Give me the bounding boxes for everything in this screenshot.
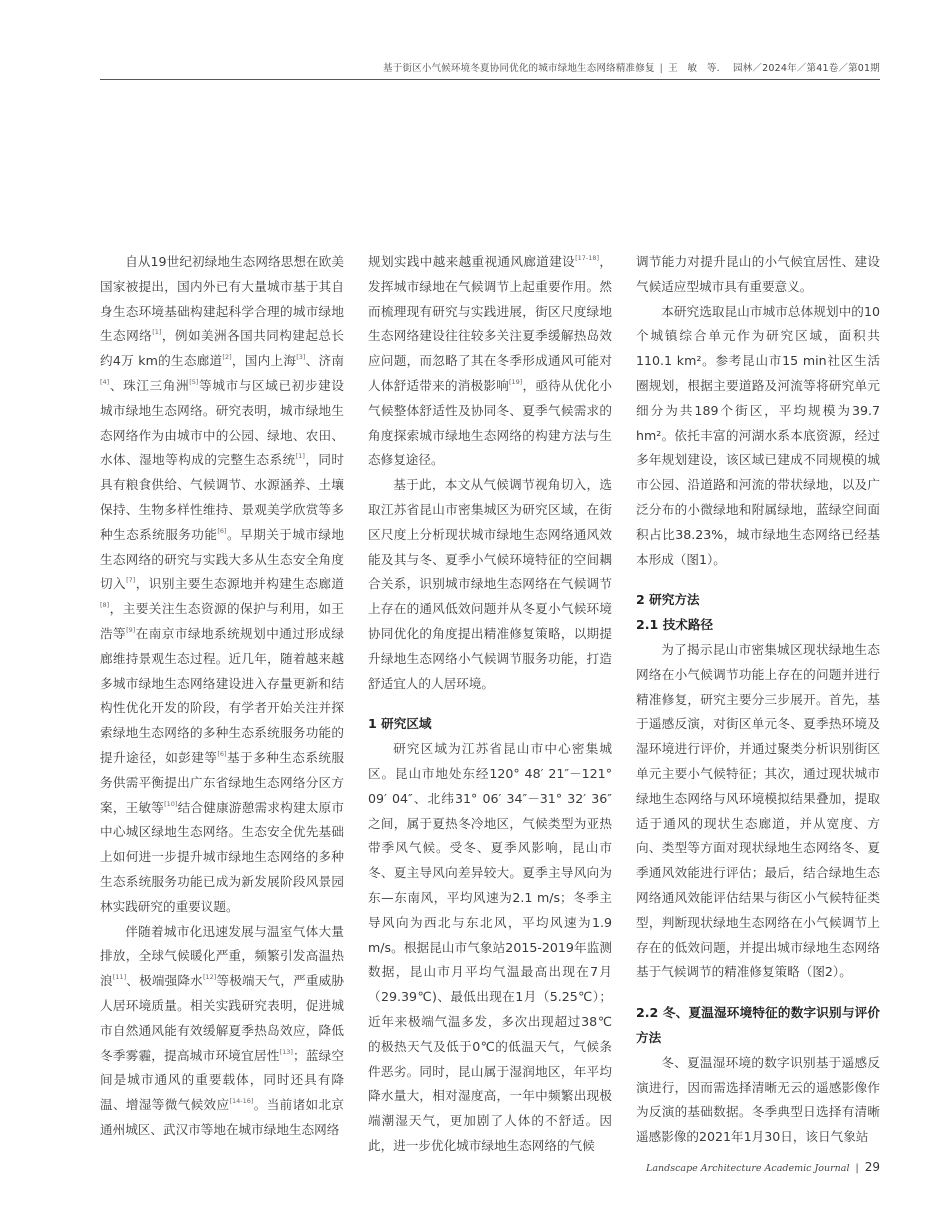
citation[interactable]: [14-16] (229, 1097, 254, 1106)
paragraph: 自从19世纪初绿地生态网络思想在欧美国家被提出，国内外已有大量城市基于其自身生态环境基础构建起科学合理的城市绿地生态网络[1]，例如美洲各国共同构建起总长约4万 km的生态廊道[2]，国内上海[3]、济南[4]、珠江三角洲[5]等城市与区域已初步建设城市绿地生态网络。研究表明，城市绿地生态网络作为由城市中的公园、绿地、农田、水体、湿地等构成的完整生态系统[1]，同时具有粮食供给、气候调节、水源涵养、土壤保持、生物多样性维持、景观美学欣赏等多种生态系统服务功能[6]。早期关于城市绿地生态网络的研究与实践大多从生态安全角度切入[7]，识别主要生态源地并构建生态廊道[8]，主要关注生态资源的保护与利用，如王浩等[9]在南京市绿地系统规划中通过形成绿廊维持景观生态过程。近几年，随着越来越多城市绿地生态网络建设进入存量更新和结构性优化开发的阶段，有学者开始关注并探索绿地生态网络的多种生态系统服务功能的提升途径，如彭建等[6]基于多种生态系统服务供需平衡提出广东省绿地生态网络分区方案，王敏等[10]结合健康游憩需求构建太原市中心城区绿地生态网络。生态安全优先基础上如何进一步提升城市绿地生态网络的多种生态系统服务功能已成为新发展阶段风景园林实践研究的重要议题。 (100, 254, 345, 914)
citation[interactable]: [1] (295, 452, 305, 461)
citation[interactable]: [3] (296, 353, 306, 362)
paragraph: 冬、夏温湿环境的数字识别基于遥感反演进行，因而需选择清晰无云的遥感影像作为反演的基础数据。冬季典型日选择有清晰遥感影像的2021年1月30日，该日气象站 (636, 1054, 880, 1145)
text-column-1 (100, 250, 344, 1143)
citation[interactable]: [11] (112, 973, 127, 982)
subsection-heading: 2.2 冬、夏温湿环境特征的数字识别与评价方法 (636, 1005, 880, 1045)
section-heading: 1 研究区域 (368, 716, 432, 732)
footer-journal-name: Landscape Architecture Academic Journal (646, 1163, 850, 1174)
paragraph: 研究区域为江苏省昆山市中心密集城区。昆山市地处东经120° 48′ 21″－121° 09′ 04″、北纬31° 06′ 34″－31° 32′ 36″之间，属于夏热冬冷地区，气候类型为亚热带季风气候。受冬、夏季风影响，昆山市冬、夏主导风向差异较大。夏季主导风向为东—东南风，平均风速为2.1 m/s；冬季主导风向为西北与东北风，平均风速为1.9 m/s。根据昆山市气象站2015-2019年监测数据，昆山市月平均气温最高出现在7月（29.39℃)、最低出现在1月（5.25℃）；近年来极端气温多发，多次出现超过38℃的极热天气及低于0℃的低温天气，气候条件恶劣。同时，昆山属于湿润地区，年平均降水量大，相对湿度高，一年中频繁出现极端潮湿天气，更加剧了人体的不舒适。因此，进一步优化城市绿地生态网络的气候 (368, 741, 612, 1153)
citation[interactable]: [19] (508, 377, 523, 386)
page-footer: Landscape Architecture Academic Journal | 29 (646, 1160, 880, 1174)
subsection-heading: 2.1 技术路径 (636, 617, 714, 633)
header-journal-info: 园林／2024年／第41卷／第01期 (733, 63, 880, 74)
running-header: 基于街区小气候环境冬夏协同优化的城市绿地生态网络精准修复 | 王 敏 等. 园林／2024年／第41卷／第01期 (100, 60, 880, 80)
text-column-3 (636, 250, 880, 1150)
citation[interactable]: [9] (126, 625, 136, 634)
citation[interactable]: [1] (152, 328, 162, 337)
paragraph: 调节能力对提升昆山的小气候宜居性、建设气候适应型城市具有重要意义。 (636, 254, 880, 294)
citation[interactable]: [6] (217, 526, 227, 535)
header-authors: 王 敏 等. (668, 63, 720, 74)
text-column-2 (368, 250, 612, 1159)
citation[interactable]: [2] (222, 353, 232, 362)
citation[interactable]: [8] (100, 601, 110, 610)
citation[interactable]: [4] (100, 377, 110, 386)
paragraph: 基于此，本文从气候调节视角切入，选取江苏省昆山市密集城区为研究区域，在街区尺度上分析现状城市绿地生态网络通风效能及其与冬、夏季小气候环境特征的空间耦合关系，识别城市绿地生态网络在气候调节上存在的通风低效问题并从冬夏小气候环境协同优化的角度提出精准修复策略，以期提升绿地生态网络小气候调节服务功能，打造舒适宜人的人居环境。 (368, 477, 612, 691)
paragraph: 本研究选取昆山市城市总体规划中的10个城镇综合单元作为研究区域，面积共110.1 km²。参考昆山市15 min社区生活圈规划，根据主要道路及河流等将研究单元细分为共189个街区，平均规模为39.7 hm²。依托丰富的河湖水系本底资源，经过多年规划建设，该区域已建成不同规模的城市公园、沿道路和河流的带状绿地，以及广泛分布的小微绿地和附属绿地，蓝绿空间面积占比38.23%，城市绿地生态网络已经基本形成（图1）。 (636, 303, 880, 567)
citation[interactable]: [13] (279, 1047, 293, 1056)
paragraph: 规划实践中越来越重视通风廊道建设[17-18]，发挥城市绿地在气候调节上起重要作用。然而梳理现有研究与实践进展，街区尺度绿地生态网络建设往往较多关注夏季缓解热岛效应问题，而忽略了其在冬季形成通风可能对人体舒适带来的消极影响[19]，亟待从优化小气候整体舒适性及协同冬、夏季气候需求的角度探索城市绿地生态网络的构建方法与生态修复途径。 (368, 254, 613, 468)
paragraph: 伴随着城市化迅速发展与温室气体大量排放，全球气候暖化严重，频繁引发高温热浪[11]、极端强降水[12]等极端天气，严重威胁人居环境质量。相关实践研究表明，促进城市自然通风能有效缓解夏季热岛效应，降低冬季雾霾，提高城市环境宜居性[13]；蓝绿空间是城市通风的重要载体，同时还具有降温、增湿等微气候效应[14-16]。当前诸如北京通州城区、武汉市等地在城市绿地生态网络 (100, 923, 345, 1137)
page-number: 29 (864, 1160, 880, 1174)
section-heading: 2 研究方法 (636, 592, 700, 608)
citation[interactable]: [5] (189, 377, 199, 386)
citation[interactable]: [10] (164, 799, 178, 808)
citation[interactable]: [12] (202, 973, 217, 982)
citation[interactable]: [7] (126, 576, 136, 585)
citation[interactable]: [6] (217, 749, 227, 758)
paragraph: 为了揭示昆山市密集城区现状绿地生态网络在小气候调节功能上存在的问题并进行精准修复，研究主要分三步展开。首先，基于遥感反演，对街区单元冬、夏季热环境及湿环境进行评价，并通过聚类分析识别街区单元主要小气候特征；其次，通过现状城市绿地生态网络与风环境模拟结果叠加，提取适于通风的现状生态廊道，并从宽度、方向、类型等方面对现状绿地生态网络冬、夏季通风效能进行评估；最后，结合绿地生态网络通风效能评估结果与街区小气候特征类型，判断现状绿地生态网络在小气候调节上存在的低效问题，并提出城市绿地生态网络基于气候调节的精准修复策略（图2）。 (636, 641, 880, 980)
header-article-title: 基于街区小气候环境冬夏协同优化的城市绿地生态网络精准修复 (383, 63, 655, 74)
citation[interactable]: [17-18] (575, 254, 600, 262)
